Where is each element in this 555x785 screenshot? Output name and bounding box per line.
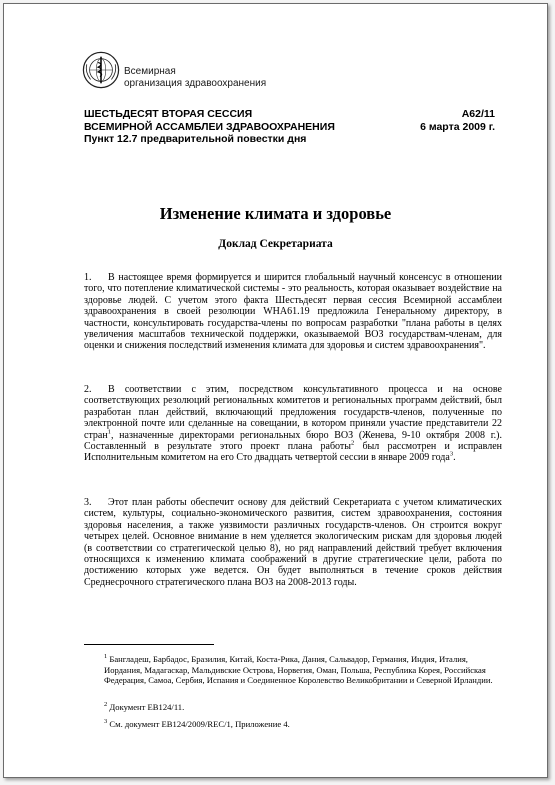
paragraph-number: 2. bbox=[84, 384, 92, 395]
paragraph-text: В соответствии с этим, посредством консультативного процесса и на основе соответствующих резолюций региональных комитетов и региональных программ действий, был разработан план действий, включающий предложения государств-членов, полученные по электронной почте или сделанные на совещании, в котором приняли участие представители 22 стран bbox=[84, 384, 502, 441]
paragraph-text: , назначенные директорами региональных бюро ВОЗ (Женева, 9-10 октября 2008 г.). Составленный в результате этого проект плана работы bbox=[84, 429, 502, 453]
paragraph-text: В настоящее время формируется и ширится глобальный научный консенсус в отношении того, что потепление климатической системы - это реальность, которая оказывает воздействие на здоровье людей. С учетом этого факта Шестьдесят первая сессия Всемирной ассамблеи здравоохранения в своей резолюции WHA61.19 предложила Генеральному директору, в частности, консультировать государства-члены по вопросам разработки "плана работы в целях увеличения масштабов технической поддержки, оказываемой ВОЗ государствам-членам, для оценки и снижения последствий изменения климата для здоровья и систем здравоохранения". bbox=[84, 272, 502, 352]
footnote-marker: 2 bbox=[104, 701, 108, 709]
footnote-3 bbox=[84, 719, 502, 730]
footnote-text: Документ EB124/11. bbox=[109, 702, 185, 712]
who-emblem-icon bbox=[82, 51, 120, 89]
assembly-line: ВСЕМИРНОЙ АССАМБЛЕИ ЗДРАВООХРАНЕНИЯ bbox=[84, 120, 335, 133]
session-line: ШЕСТЬДЕСЯТ ВТОРАЯ СЕССИЯ bbox=[84, 108, 253, 120]
footnote-ref-3[interactable]: 3 bbox=[449, 451, 454, 459]
paragraph-text: Этот план работы обеспечит основу для действий Секретариата с учетом климатических систем, культуры, социально-экономического развития, систем здравоохранения, состояния здоровья населения, а также уязвимости различных государств-членов. Он строится вокруг четырех целей. Основное внимание в нем уделяется экологическим рискам для здоровья людей (в соответствии со стратегической целью 8), но ряд направлений действий требует включения относящихся к изменению климата соображений в другие стратегические цели, работа по достижению которых уже ведется. Он будет выполняться в течение сроков действия Среднесрочного стратегического плана ВОЗ на 2008-2013 годы. bbox=[84, 497, 502, 588]
footnote-marker: 3 bbox=[104, 718, 108, 726]
footnote-text: Бангладеш, Барбадос, Бразилия, Китай, Коста-Рика, Дания, Сальвадор, Германия, Индия, Италия, Иордания, Мадагаскар, Мальдивские Острова, Норвегия, Оман, Польша, Республика Корея, Российская Федерация, Самоа, Сербия, Испания и Соединенное Королевство Великобритании и Северной Ирландии. bbox=[104, 654, 493, 686]
paragraph-2 bbox=[84, 384, 502, 464]
org-name-line2: организация здравоохранения bbox=[124, 78, 267, 89]
paragraph-3 bbox=[84, 497, 502, 588]
agenda-item-line: Пункт 12.7 предварительной повестки дня bbox=[84, 133, 307, 145]
document-number: A62/11 bbox=[461, 108, 495, 120]
footnote-ref-1[interactable]: 1 bbox=[107, 428, 111, 436]
document-reference bbox=[420, 108, 495, 133]
document-page bbox=[3, 3, 548, 778]
paragraph-1 bbox=[84, 272, 502, 352]
footnote-ref-2[interactable]: 2 bbox=[351, 439, 355, 447]
footnote-marker: 1 bbox=[104, 653, 108, 661]
footnote-divider bbox=[84, 644, 214, 645]
document-subtitle: Доклад Секретариата bbox=[218, 238, 333, 250]
paragraph-number: 1. bbox=[84, 272, 92, 283]
session-header bbox=[84, 108, 335, 146]
document-title: Изменение климата и здоровье bbox=[159, 204, 392, 223]
paragraph-number: 3. bbox=[84, 497, 92, 508]
footnote-text: См. документ EB124/2009/REC/1, Приложение 4. bbox=[109, 719, 290, 729]
organization-name bbox=[124, 66, 266, 90]
footnote-2 bbox=[84, 702, 502, 713]
document-date: 6 марта 2009 г. bbox=[420, 120, 495, 133]
org-name-line1: Всемирная bbox=[124, 66, 176, 77]
footnote-1 bbox=[84, 654, 502, 686]
paragraph-text: был рассмотрен и исправлен Исполнительным комитетом на его Сто двадцать четвертой сессии в январе 2009 года bbox=[84, 441, 502, 464]
paragraph-text: . bbox=[453, 452, 456, 464]
